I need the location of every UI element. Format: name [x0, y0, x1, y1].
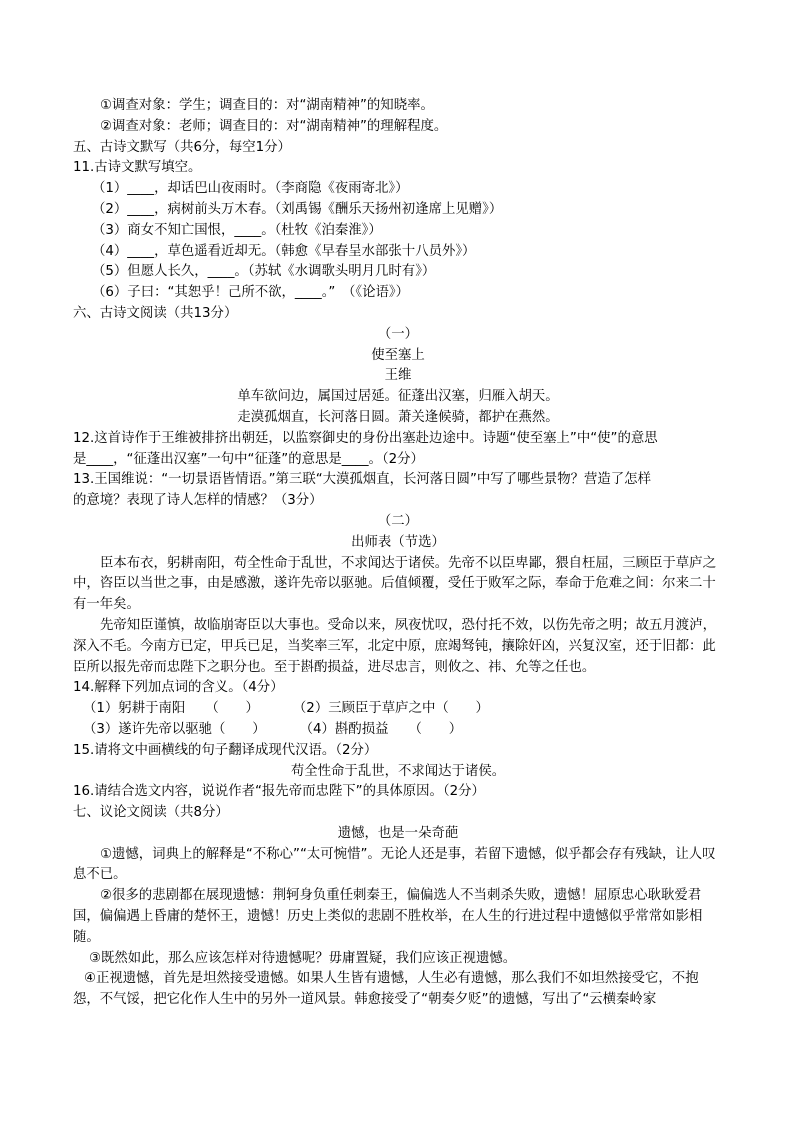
- section-5-heading: 五、古诗文默写（共6分，每空1分）: [73, 139, 291, 155]
- question-15-sentence: 苟全性命于乱世，不求闻达于诸侯。: [290, 763, 506, 779]
- question-14-row-2: [73, 720, 723, 741]
- question-14-item-1: （1）躬耕于南阳 （ ）: [83, 701, 259, 717]
- question-14-item-2: （2）三顾臣于草庐之中（ ）: [292, 701, 489, 717]
- fill-item-6: （6）子曰：“其恕乎！己所不欲，____。” （《论语》）: [92, 285, 409, 301]
- fill-item-1: （1）____，却话巴山夜雨时。（李商隐《夜雨寄北》）: [92, 181, 409, 197]
- section-6-heading: 六、古诗文阅读（共13分）: [73, 305, 238, 321]
- poem-title: 使至塞上: [371, 347, 425, 363]
- part-2-mark: （二）: [377, 513, 419, 529]
- question-12-line-2: 是____，“征蓬出汉塞”一句中“征蓬”的意思是____。（2分）: [73, 451, 424, 467]
- question-12-line-1: 12.这首诗作于王维被排挤出朝廷，以监察御史的身份出塞赴边途中。诗题“使至塞上”中“使”的意思: [73, 430, 658, 446]
- question-14-item-3: （3）遂许先帝以驱驰（ ）: [83, 721, 266, 737]
- prose-paragraph-2: 先帝知臣谨慎，故临崩寄臣以大事也。受命以来，夙夜忧叹，恐付托不效，以伤先帝之明；故五月渡泸，深入不毛。今南方已定，甲兵已足，当奖率三军，北定中原，庶竭驽钝，攘除奸凶，兴复汉室，还于旧都：此臣所以报先帝而忠陛下之职分也。至于斟酌损益，进尽忠言，则攸之、祎、允等之任也。: [73, 617, 716, 675]
- fill-item-3: （3）商女不知亡国恨，____。（杜牧《泊秦淮》）: [92, 222, 382, 238]
- fill-item-2: （2）____，病树前头万木春。（刘禹锡《酬乐天扬州初逢席上见赠》）: [92, 201, 503, 217]
- poem-line-1: 单车欲问边，属国过居延。征蓬出汉塞，归雁入胡天。: [237, 389, 559, 405]
- question-13-line-1: 13.王国维说：“一切景语皆情语。”第三联“大漠孤烟直，长河落日圆”中写了哪些景物？营造了怎样: [73, 472, 651, 488]
- essay-title: 遗憾，也是一朵奇葩: [337, 825, 459, 841]
- question-14-item-4: （4）斟酌损益 （ ）: [299, 721, 463, 737]
- question-14-row-1: [73, 699, 723, 720]
- question-14: 14.解释下列加点词的含义。（4分）: [73, 680, 284, 696]
- poem-line-2: 走漠孤烟直，长河落日圆。萧关逢候骑，都护在燕然。: [237, 409, 559, 425]
- survey-line-2: ②调查对象：老师；调查目的：对“湖南精神”的理解程度。: [100, 118, 448, 134]
- exam-page: [73, 96, 723, 1011]
- essay-paragraph-1: ①遗憾，词典上的解释是“不称心”“太可惋惜”。无论人还是事，若留下遗憾，似乎都会存有残缺，让人叹息不已。: [73, 846, 716, 883]
- prose-title: 出师表（节选）: [351, 534, 445, 550]
- question-13-line-2: 的意境？表现了诗人怎样的情感？（3分）: [73, 493, 323, 509]
- section-7-heading: 七、议论文阅读（共8分）: [73, 805, 229, 821]
- question-15: 15.请将文中画横线的句子翻译成现代汉语。（2分）: [73, 742, 378, 758]
- essay-paragraph-2: ②很多的悲剧都在展现遗憾：荆轲身负重任刺秦王，偏偏选人不当刺杀失败，遗憾！屈原忠心耿耿爱君国，偏偏遇上昏庸的楚怀王，遗憾！历史上类似的悲剧不胜枚举，在人生的行进过程中遗憾似乎常常如影相随。: [73, 888, 703, 945]
- fill-item-5: （5）但愿人长久，____。（苏轼《水调歌头明月几时有》）: [92, 264, 436, 280]
- question-11: 11.古诗文默写填空。: [73, 160, 202, 176]
- part-1-mark: （一）: [377, 326, 419, 342]
- survey-line-1: ①调查对象：学生；调查目的：对“湖南精神”的知晓率。: [100, 98, 434, 113]
- prose-paragraph-1: 臣本布衣，躬耕南阳，苟全性命于乱世，不求闻达于诸侯。先帝不以臣卑鄙，猥自枉屈，三顾臣于草庐之中，咨臣以当世之事，由是感激，遂许先帝以驱驰。后值倾覆，受任于败军之际，奉命于危难之间：尔来二十有一年矣。: [73, 555, 716, 613]
- poem-author: 王维: [384, 368, 412, 384]
- fill-item-4: （4）____，草色遥看近却无。（韩愈《早春呈水部张十八员外》）: [92, 243, 476, 259]
- question-16: 16.请结合选文内容，说说作者“报先帝而忠陛下”的具体原因。（2分）: [73, 784, 485, 800]
- essay-paragraph-3: ③既然如此，那么应该怎样对待遗憾呢？毋庸置疑，我们应该正视遗憾。: [89, 950, 517, 966]
- essay-paragraph-4: ④正视遗憾，首先是坦然接受遗憾。如果人生皆有遗憾，人生必有遗憾，那么我们不如坦然接受它，不抱怨，不气馁，把它化作人生中的另外一道风景。韩愈接受了“朝奏夕贬”的遗憾，写出了“云横秦岭家: [73, 971, 699, 1008]
